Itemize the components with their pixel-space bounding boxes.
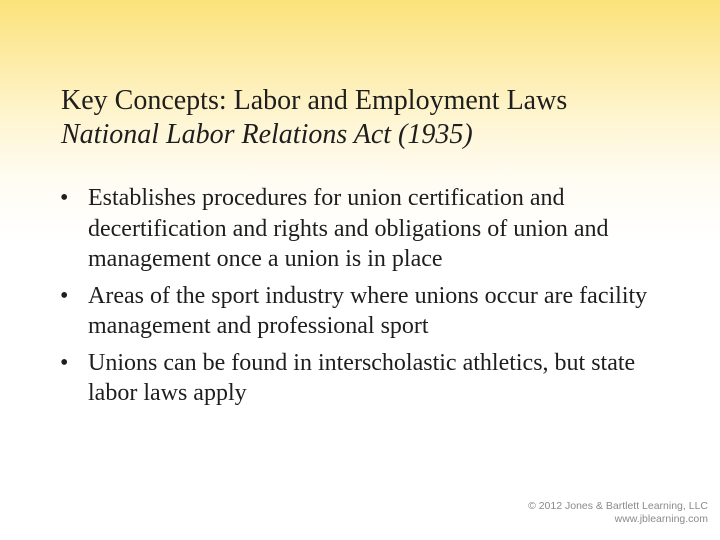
bullet-icon: •	[60, 282, 69, 309]
bullet-text: Establishes procedures for union certification and decertification and rights and obligations of union and management once a union is in place	[88, 185, 609, 272]
bullet-text: Unions can be found in interscholastic athletics, but state labor laws apply	[88, 349, 636, 406]
bullet-item	[60, 281, 680, 342]
bullet-item	[60, 348, 680, 409]
slide-title: Key Concepts: Labor and Employment Laws	[61, 85, 568, 116]
copyright-footer	[528, 500, 708, 526]
bullet-list	[60, 183, 680, 415]
bullet-icon: •	[60, 185, 69, 211]
bullet-item	[60, 183, 680, 275]
copyright-text: © 2012 Jones & Bartlett Learning, LLC	[528, 500, 708, 512]
bullet-icon: •	[60, 349, 69, 376]
bullet-text: Areas of the sport industry where unions occur are facility management and professional sport	[88, 282, 648, 339]
slide-subtitle: National Labor Relations Act (1935)	[61, 119, 473, 150]
website-text: www.jblearning.com	[614, 513, 708, 525]
title-block	[61, 84, 701, 152]
